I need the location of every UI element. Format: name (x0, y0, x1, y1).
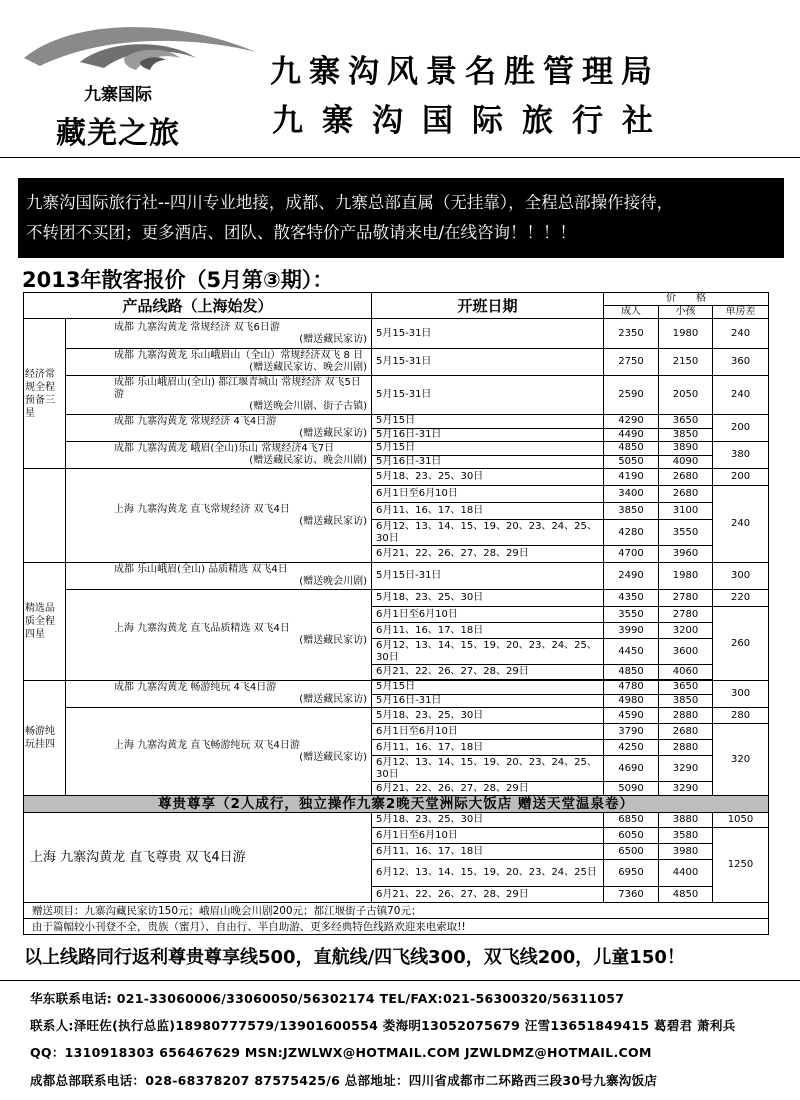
page-header (0, 0, 800, 158)
contact-qq-msn: QQ：1310918303 656467629 MSN:JZWLWX@HOTMAIL.COM JZWLDMZ@HOTMAIL.COM (30, 1045, 652, 1060)
date-cell: 6月11、16、17、18日 (372, 623, 604, 639)
adult-price: 4490 (604, 428, 659, 442)
child-price: 4090 (659, 455, 713, 469)
child-price: 3980 (659, 844, 713, 860)
date-cell: 5月15-31日 (372, 319, 604, 349)
product-gift: (赠送藏民家访) (299, 635, 368, 646)
child-price: 2880 (659, 708, 713, 724)
date-cell: 6月12、13、14、15、19、20、23、24、25日 (372, 860, 604, 887)
category-spacer (24, 469, 66, 486)
date-cell: 6月1日至6月10日 (372, 607, 604, 623)
product-gift: (赠送晚会川剧、街子古镇) (249, 401, 368, 412)
single-supplement: 320 (713, 724, 769, 796)
adult-price: 5050 (604, 455, 659, 469)
child-price: 3650 (659, 415, 713, 429)
child-price: 3200 (659, 623, 713, 639)
single-supplement: 260 (713, 607, 769, 681)
child-price: 2680 (659, 469, 713, 486)
header-child: 小孩 (659, 306, 713, 319)
date-cell: 6月1日至6月10日 (372, 828, 604, 844)
child-price: 1980 (659, 319, 713, 349)
brand-slogan: 藏羌之旅 (56, 116, 180, 151)
date-cell: 6月11、16、17、18日 (372, 740, 604, 756)
child-price: 3550 (659, 520, 713, 546)
date-cell: 6月21、22、26、27、28、29日 (372, 782, 604, 796)
gift-note: 赠送项目：九寨沟藏民家访150元；峨眉山晚会川剧200元；都江堰街子古镇70元； (24, 903, 769, 919)
intro-banner (18, 178, 784, 258)
child-price: 4060 (659, 665, 713, 680)
adult-price: 6850 (604, 813, 659, 828)
child-price: 3100 (659, 503, 713, 520)
child-price: 3850 (659, 694, 713, 708)
vip-section-header: 尊贵尊享（2人成行，独立操作九寨2晚天堂洲际大饭店 赠送天堂温泉卷） (24, 796, 769, 813)
adult-price: 4850 (604, 665, 659, 680)
product-gift: (赠送藏民家访) (299, 333, 368, 345)
single-supplement: 300 (713, 563, 769, 590)
vip-product: 上海 九寨沟黄龙 直飞尊贵 双飞4日游 (24, 813, 372, 903)
product-gift: (赠送藏民家访) (299, 751, 368, 763)
adult-price: 2350 (604, 319, 659, 349)
child-price: 3960 (659, 546, 713, 563)
price-table (23, 292, 769, 935)
header-dates: 开班日期 (372, 293, 604, 319)
category-spacer (24, 546, 66, 563)
product-cell (66, 590, 372, 681)
date-cell: 6月12、13、14、15、19、20、23、24、25、30日 (372, 520, 604, 546)
date-cell: 6月21、22、26、27、28、29日 (372, 546, 604, 563)
eye-swirl-logo-icon (20, 18, 260, 80)
product-name: 上海 九寨沟黄龙 直飞品质精选 双飞4日 (114, 623, 290, 634)
single-supplement: 300 (713, 681, 769, 708)
single-supplement: 200 (713, 469, 769, 486)
date-cell: 5月16日-31日 (372, 428, 604, 442)
adult-price: 4280 (604, 520, 659, 546)
contact-east-phone: 华东联系电话: 021-33060006/33060050/56302174 TEL/FAX:021-56300320/56311057 (30, 991, 625, 1006)
product-cell (66, 415, 372, 442)
product-name: 成都 乐山峨眉(全山) 品质精选 双飞4日 (114, 564, 288, 575)
adult-price: 4350 (604, 590, 659, 607)
adult-price: 4690 (604, 756, 659, 782)
single-supplement: 240 (713, 486, 769, 563)
date-cell: 6月1日至6月10日 (372, 724, 604, 740)
adult-price: 2490 (604, 563, 659, 590)
date-cell: 5月15-31日 (372, 349, 604, 376)
product-cell (66, 681, 372, 708)
adult-price: 3790 (604, 724, 659, 740)
product-gift: (赠送藏民家访、晚会川剧) (249, 455, 368, 466)
single-supplement: 240 (713, 319, 769, 349)
rebate-banner: 以上线路同行返利尊贵尊享线500，直航线/四飞线300，双飞线200，儿童150！ (24, 947, 685, 968)
child-price: 3890 (659, 442, 713, 456)
banner-line-1: 九寨沟国际旅行社--四川专业地接，成都、九寨总部直属（无挂靠），全程总部操作接待， (26, 193, 674, 212)
child-price: 3580 (659, 828, 713, 844)
divider (0, 980, 800, 981)
adult-price: 3990 (604, 623, 659, 639)
product-name: 上海 九寨沟黄龙 直飞畅游纯玩 双飞4日游 (114, 739, 300, 751)
date-cell: 5月18、23、25、30日 (372, 590, 604, 607)
adult-price: 4590 (604, 708, 659, 724)
product-name: 成都 九寨沟黄龙 畅游纯玩 4飞4日游 (114, 682, 277, 693)
adult-price: 6500 (604, 844, 659, 860)
single-supplement: 220 (713, 590, 769, 607)
date-cell: 6月21、22、26、27、28、29日 (372, 665, 604, 680)
category-spacer (24, 486, 66, 503)
product-gift: (赠送藏民家访) (299, 515, 368, 527)
product-name: 成都 乐山峨眉山(全山) 都江堰青城山 常规经济 双飞5日游 (114, 377, 361, 400)
product-gift: (赠送晚会川剧) (299, 576, 368, 587)
adult-price: 3550 (604, 607, 659, 623)
child-price: 2780 (659, 590, 713, 607)
single-supplement: 280 (713, 708, 769, 724)
date-cell: 5月15日 (372, 442, 604, 456)
contact-headquarters: 成都总部联系电话：028-68378207 87575425/6 总部地址：四川省成都市二环路西三段30号九寨沟饭店 (30, 1073, 658, 1088)
adult-price: 6950 (604, 860, 659, 887)
brand-name: 九寨国际 (84, 85, 152, 105)
child-price: 3650 (659, 681, 713, 695)
child-price: 3850 (659, 428, 713, 442)
product-cell (66, 442, 372, 469)
header-price: 价 格 (604, 293, 769, 306)
child-price: 4850 (659, 887, 713, 903)
product-cell (66, 319, 372, 349)
adult-price: 6050 (604, 828, 659, 844)
product-cell (66, 469, 372, 563)
page-title-bureau: 九寨沟风景名胜管理局 (270, 54, 660, 90)
category-economy: 经济常规全程预备三星 (24, 319, 66, 469)
product-name: 上海 九寨沟黄龙 直飞常规经济 双飞4日 (114, 503, 290, 515)
child-price: 2880 (659, 740, 713, 756)
child-price: 2680 (659, 724, 713, 740)
adult-price: 4700 (604, 546, 659, 563)
date-cell: 5月18、23、25、30日 (372, 813, 604, 828)
adult-price: 4290 (604, 415, 659, 429)
adult-price: 4250 (604, 740, 659, 756)
date-cell: 6月12、13、14、15、19、20、23、24、25、30日 (372, 639, 604, 665)
adult-price: 4780 (604, 681, 659, 695)
product-name: 成都 九寨沟黄龙 常规经济 4飞4日游 (114, 416, 277, 427)
header-product: 产品线路（上海始发） (24, 293, 372, 319)
single-supplement: 1250 (713, 828, 769, 903)
header-adult: 成人 (604, 306, 659, 319)
single-supplement: 240 (713, 376, 769, 415)
child-price: 2050 (659, 376, 713, 415)
banner-line-2: 不转团不买团；更多酒店、团队、散客特价产品敬请来电/在线咨询！！！！ (26, 223, 577, 242)
child-price: 2150 (659, 349, 713, 376)
adult-price: 3400 (604, 486, 659, 503)
child-price: 3290 (659, 782, 713, 796)
adult-price: 7360 (604, 887, 659, 903)
single-supplement: 360 (713, 349, 769, 376)
adult-price: 4450 (604, 639, 659, 665)
product-name: 成都 九寨沟黄龙 常规经济 双飞6日游 (114, 321, 280, 333)
product-cell (66, 708, 372, 796)
date-cell: 6月12、13、14、15、19、20、23、24、25、30日 (372, 756, 604, 782)
single-supplement: 380 (713, 442, 769, 469)
child-price: 3600 (659, 639, 713, 665)
product-name: 成都 九寨沟黄龙 峨眉(全山)乐山 常规经济4飞7日 (114, 443, 335, 454)
product-name: 成都 九寨沟黄龙 乐山峨眉山（全山）常规经济双飞 8 日 (114, 350, 364, 361)
product-gift: (赠送藏民家访、晚会川剧) (249, 362, 368, 373)
date-cell: 5月15日-31日 (372, 563, 604, 590)
child-price: 2680 (659, 486, 713, 503)
adult-price: 4190 (604, 469, 659, 486)
date-cell: 5月18、23、25、30日 (372, 469, 604, 486)
child-price: 2780 (659, 607, 713, 623)
product-gift: (赠送藏民家访) (299, 694, 368, 705)
category-leisure: 畅游纯玩挂四 (24, 681, 66, 796)
adult-price: 2590 (604, 376, 659, 415)
date-cell: 5月18、23、25、30日 (372, 708, 604, 724)
category-spacer (24, 520, 66, 546)
product-cell (66, 563, 372, 590)
adult-price: 3850 (604, 503, 659, 520)
product-gift: (赠送藏民家访) (299, 428, 368, 439)
date-cell: 6月11、16、17、18日 (372, 503, 604, 520)
child-price: 3880 (659, 813, 713, 828)
single-supplement: 1050 (713, 813, 769, 828)
date-cell: 6月21、22、26、27、28、29日 (372, 887, 604, 903)
category-spacer (24, 503, 66, 520)
date-cell: 5月15-31日 (372, 376, 604, 415)
child-price: 3290 (659, 756, 713, 782)
child-price: 4400 (659, 860, 713, 887)
quote-title: 2013年散客报价（5月第③期）： (22, 268, 334, 292)
child-price: 1980 (659, 563, 713, 590)
product-cell (66, 376, 372, 415)
product-cell (66, 349, 372, 376)
date-cell: 5月15日 (372, 415, 604, 429)
adult-price: 5090 (604, 782, 659, 796)
date-cell: 5月16日-31日 (372, 455, 604, 469)
page-title-agency: 九寨沟国际旅行社 (272, 103, 672, 139)
date-cell: 5月15日 (372, 681, 604, 695)
adult-price: 2750 (604, 349, 659, 376)
single-supplement: 200 (713, 415, 769, 442)
more-routes-note: 由于篇幅较小刊登不全，贵族（蜜月）、自由行、半自助游、更多经典特色线路欢迎来电索取!! (24, 919, 769, 935)
date-cell: 5月16日-31日 (372, 694, 604, 708)
date-cell: 6月11、16、17、18日 (372, 844, 604, 860)
header-single: 单房差 (713, 306, 769, 319)
date-cell: 6月1日至6月10日 (372, 486, 604, 503)
contact-persons: 联系人:泽旺佐(执行总监)18980777579/13901600554 娄海明13052075679 汪雪13651849415 葛碧君 萧利兵 (30, 1018, 736, 1033)
category-premium: 精选品质全程四星 (24, 563, 66, 681)
adult-price: 4980 (604, 694, 659, 708)
adult-price: 4850 (604, 442, 659, 456)
